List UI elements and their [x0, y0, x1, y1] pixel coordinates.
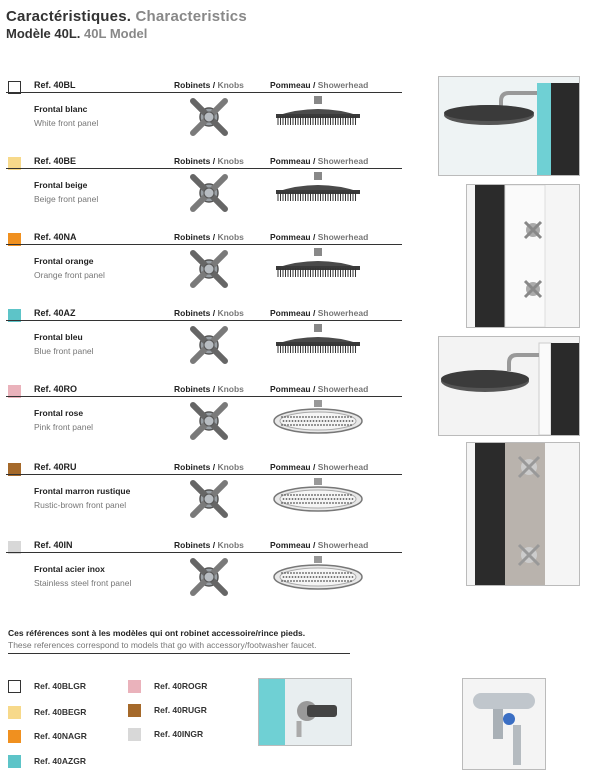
knob-icon: [184, 396, 234, 446]
showerhead-header-fr: Pommeau /: [270, 308, 316, 318]
panel-name-fr: Frontal bleu: [34, 332, 83, 342]
panel-name-en: White front panel: [34, 118, 99, 128]
showerhead-header-en: Showerhead: [317, 232, 369, 242]
showerhead-header-en: Showerhead: [317, 308, 369, 318]
accessory-color-swatch: [128, 728, 141, 741]
knobs-header-fr: Robinets /: [174, 384, 216, 394]
showerhead-icon: [272, 476, 364, 516]
panel-name-fr: Frontal beige: [34, 180, 88, 190]
panel-name-fr: Frontal marron rustique: [34, 486, 131, 496]
panel-name-en: Orange front panel: [34, 270, 105, 280]
knobs-header: [174, 384, 244, 394]
knobs-header-fr: Robinets /: [174, 462, 216, 472]
panel-name-fr: Frontal rose: [34, 408, 84, 418]
accessory-color-swatch: [128, 680, 141, 693]
showerhead-header-fr: Pommeau /: [270, 156, 316, 166]
showerhead-icon: [272, 170, 364, 210]
model-title: [6, 26, 247, 42]
page-header: [6, 8, 247, 42]
accessory-color-swatch: [8, 755, 21, 768]
knob-icon: [184, 92, 234, 142]
knobs-header-fr: Robinets /: [174, 232, 216, 242]
panel-name-fr: Frontal acier inox: [34, 564, 105, 574]
accessory-color-swatch: [128, 704, 141, 717]
showerhead-header-fr: Pommeau /: [270, 462, 316, 472]
model-ref: Ref. 40AZ: [34, 308, 76, 318]
showerhead-header: [270, 384, 368, 394]
title-en: Characteristics: [135, 8, 247, 25]
showerhead-header: [270, 308, 368, 318]
accessory-faucet-photo-icon: [259, 679, 351, 745]
photo-accessory-faucet-chrome: [462, 678, 546, 770]
photo-showerhead-white: [438, 336, 580, 436]
photo-accessory-faucet-blue: [258, 678, 352, 746]
model-ref: Ref. 40RU: [34, 462, 77, 472]
showerhead-header-en: Showerhead: [317, 384, 369, 394]
knob-icon: [184, 474, 234, 524]
model-ref: Ref. 40RO: [34, 384, 78, 394]
note-divider: [8, 653, 350, 654]
accessory-color-swatch: [8, 706, 21, 719]
knobs-header: [174, 308, 244, 318]
model-ref: Ref. 40IN: [34, 540, 73, 550]
showerhead-header-en: Showerhead: [317, 540, 369, 550]
photo-showerhead-blue: [438, 76, 580, 176]
note-en: These references correspond to models that go with accessory/footwasher faucet.: [8, 640, 317, 650]
knobs-header-en: Knobs: [217, 232, 244, 242]
showerhead-photo-icon-2: [439, 337, 579, 435]
showerhead-header-fr: Pommeau /: [270, 384, 316, 394]
knobs-header-fr: Robinets /: [174, 80, 216, 90]
knob-icon: [184, 552, 234, 602]
knobs-header: [174, 540, 244, 550]
model-row: [6, 228, 402, 302]
knobs-header: [174, 80, 244, 90]
panel-name-en: Stainless steel front panel: [34, 578, 132, 588]
showerhead-header: [270, 232, 368, 242]
showerhead-header-fr: Pommeau /: [270, 80, 316, 90]
panel-name-fr: Frontal blanc: [34, 104, 88, 114]
showerhead-header: [270, 80, 368, 90]
title-fr: Caractéristiques.: [6, 8, 132, 25]
knobs-header-en: Knobs: [217, 80, 244, 90]
model-row: [6, 536, 402, 610]
showerhead-header: [270, 156, 368, 166]
accessory-ref: Ref. 40ROGR: [154, 681, 208, 691]
model-row: [6, 152, 402, 226]
showerhead-icon: [272, 94, 364, 134]
knobs-header-en: Knobs: [217, 540, 244, 550]
panel-name-en: Pink front panel: [34, 422, 94, 432]
knob-icon: [184, 320, 234, 370]
page-title: [6, 8, 247, 26]
panel-name-en: Rustic-brown front panel: [34, 500, 127, 510]
accessory-ref: Ref. 40INGR: [154, 729, 204, 739]
showerhead-icon: [272, 322, 364, 362]
model-row: [6, 304, 402, 378]
note-fr: Ces références sont à les modèles qui ont robinet accessoire/rince pieds.: [8, 628, 306, 638]
steel-panel-photo-icon: [467, 443, 579, 585]
model-ref: Ref. 40BE: [34, 156, 77, 166]
model-en: 40L Model: [84, 26, 148, 41]
showerhead-header-en: Showerhead: [317, 80, 369, 90]
showerhead-icon: [272, 398, 364, 438]
knobs-header-fr: Robinets /: [174, 156, 216, 166]
model-row: [6, 380, 402, 454]
showerhead-photo-icon: [439, 77, 579, 175]
knobs-header-fr: Robinets /: [174, 308, 216, 318]
showerhead-header-en: Showerhead: [317, 156, 369, 166]
knob-icon: [184, 168, 234, 218]
panel-name-en: Blue front panel: [34, 346, 94, 356]
showerhead-header-en: Showerhead: [317, 462, 369, 472]
accessory-ref: Ref. 40BEGR: [34, 707, 87, 717]
showerhead-header-fr: Pommeau /: [270, 232, 316, 242]
showerhead-header: [270, 462, 368, 472]
knob-icon: [184, 244, 234, 294]
showerhead-header-fr: Pommeau /: [270, 540, 316, 550]
accessory-ref: Ref. 40BLGR: [34, 681, 86, 691]
model-row: [6, 458, 402, 532]
knobs-header-en: Knobs: [217, 156, 244, 166]
accessory-color-swatch: [8, 680, 21, 693]
knobs-header-fr: Robinets /: [174, 540, 216, 550]
showerhead-header: [270, 540, 368, 550]
model-ref: Ref. 40BL: [34, 80, 76, 90]
knobs-header-en: Knobs: [217, 462, 244, 472]
accessory-ref: Ref. 40AZGR: [34, 756, 86, 766]
model-ref: Ref. 40NA: [34, 232, 77, 242]
photo-panel-white: [466, 184, 580, 328]
accessory-ref: Ref. 40RUGR: [154, 705, 207, 715]
panel-name-fr: Frontal orange: [34, 256, 94, 266]
showerhead-icon: [272, 554, 364, 594]
panel-name-en: Beige front panel: [34, 194, 99, 204]
model-row: [6, 76, 402, 150]
accessory-color-swatch: [8, 730, 21, 743]
knobs-header-en: Knobs: [217, 308, 244, 318]
accessory-ref: Ref. 40NAGR: [34, 731, 87, 741]
model-fr: Modèle 40L.: [6, 26, 81, 41]
showerhead-icon: [272, 246, 364, 286]
knobs-header-en: Knobs: [217, 384, 244, 394]
knobs-header: [174, 156, 244, 166]
knobs-header: [174, 462, 244, 472]
panel-knobs-photo-icon: [467, 185, 579, 327]
chrome-faucet-photo-icon: [463, 679, 545, 769]
photo-panel-steel: [466, 442, 580, 586]
knobs-header: [174, 232, 244, 242]
